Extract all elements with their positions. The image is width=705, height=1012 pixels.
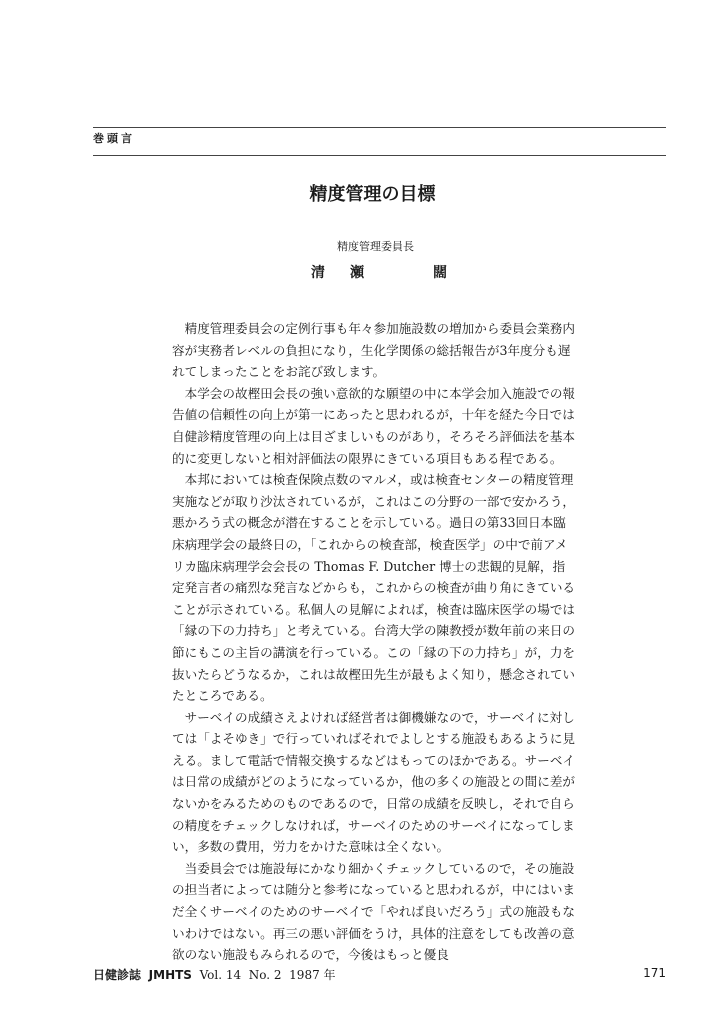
article-title: 精度管理の目標	[309, 184, 436, 205]
journal-year: 1987 年	[289, 968, 336, 982]
paragraph: 精度管理委員会の定例行事も年々参加施設数の増加から委員会業務内容が実務者レベルの負担になり，生化学関係の総括報告が3年度分も遅れてしまったことをお詫び致します。	[172, 321, 575, 380]
article-body	[172, 318, 576, 966]
paragraph: 当委員会では施設毎にかなり細かくチェックしているので，その施設の担当者によっては随分と参考になっていると思われるが，中にはいまだ全くサーベイのためのサーベイで「やれば良いだろう」式の施設もないわけではない。再三の悪い評価をうけ，具体的注意をしても改善の意欲のない施設もみられるので，今後はもっと優良	[172, 860, 575, 963]
header-rule-top	[93, 127, 666, 128]
author-name-part: 清	[311, 265, 325, 281]
paragraph: 本邦においては検査保険点数のマルメ，或は検査センターの精度管理実施などが取り沙汰されているが，これはこの分野の一部で安かろう，悪かろう式の概念が潜在することを示している。過日の第33回日本臨床病理学会の最終日の，「これからの検査部，検査医学」の中で前アメリカ臨床病理学会会長の Thomas F. Dutcher 博士の悲観的見解，指定発言者の痛烈な発言などからも，これからの検査が曲り角にきていることが示されている。私個人の見解によれば，検査は臨床医学の場では「縁の下の力持ち」と考えている。台湾大学の陳教授が数年前の来日の節にもこの主旨の講演を行っている。この「縁の下の力持ち」が，力を抜いたらどうなるか，これは故樫田先生が最もよく知り，懸念されていたところである。	[172, 472, 575, 704]
journal-name-en: JMHTS	[148, 968, 192, 982]
journal-volume: Vol. 14	[199, 968, 242, 982]
paragraph: 本学会の故樫田会長の強い意欲的な願望の中に本学会加入施設での報告値の信頼性の向上が第一にあったと思われるが，十年を経た今日では自健診精度管理の向上は目ざましいものがあり，そろそろ評価法を基本的に変更しないと相対評価法の限界にきている項目もある程である。	[172, 385, 575, 466]
journal-name-ja: 日健診誌	[93, 968, 142, 982]
paragraph: サーベイの成績さえよければ経営者は御機嫌なので，サーベイに対しては「よそゆき」で行っていればそれでよしとする施設もあるように見える。まして電話で情報交換するなどはもってのほかである。サーベイは日常の成績がどのようになっているか，他の多くの施設との間に差がないかをみるためのものであるので，日常の成績を反映し，それで自らの精度をチェックしなければ，サーベイのためのサーベイになってしまい，多数の費用，労力をかけた意味は全くない。	[172, 709, 575, 855]
author-name-part: 闊	[433, 265, 447, 281]
journal-citation	[93, 966, 336, 983]
page-number: 171	[643, 966, 666, 980]
author-name-part: 瀬	[350, 265, 364, 281]
section-label: 巻頭言	[93, 132, 135, 145]
header-rule-bottom	[93, 155, 666, 156]
author-affiliation: 精度管理委員長	[337, 240, 414, 253]
journal-number: No. 2	[248, 968, 282, 982]
